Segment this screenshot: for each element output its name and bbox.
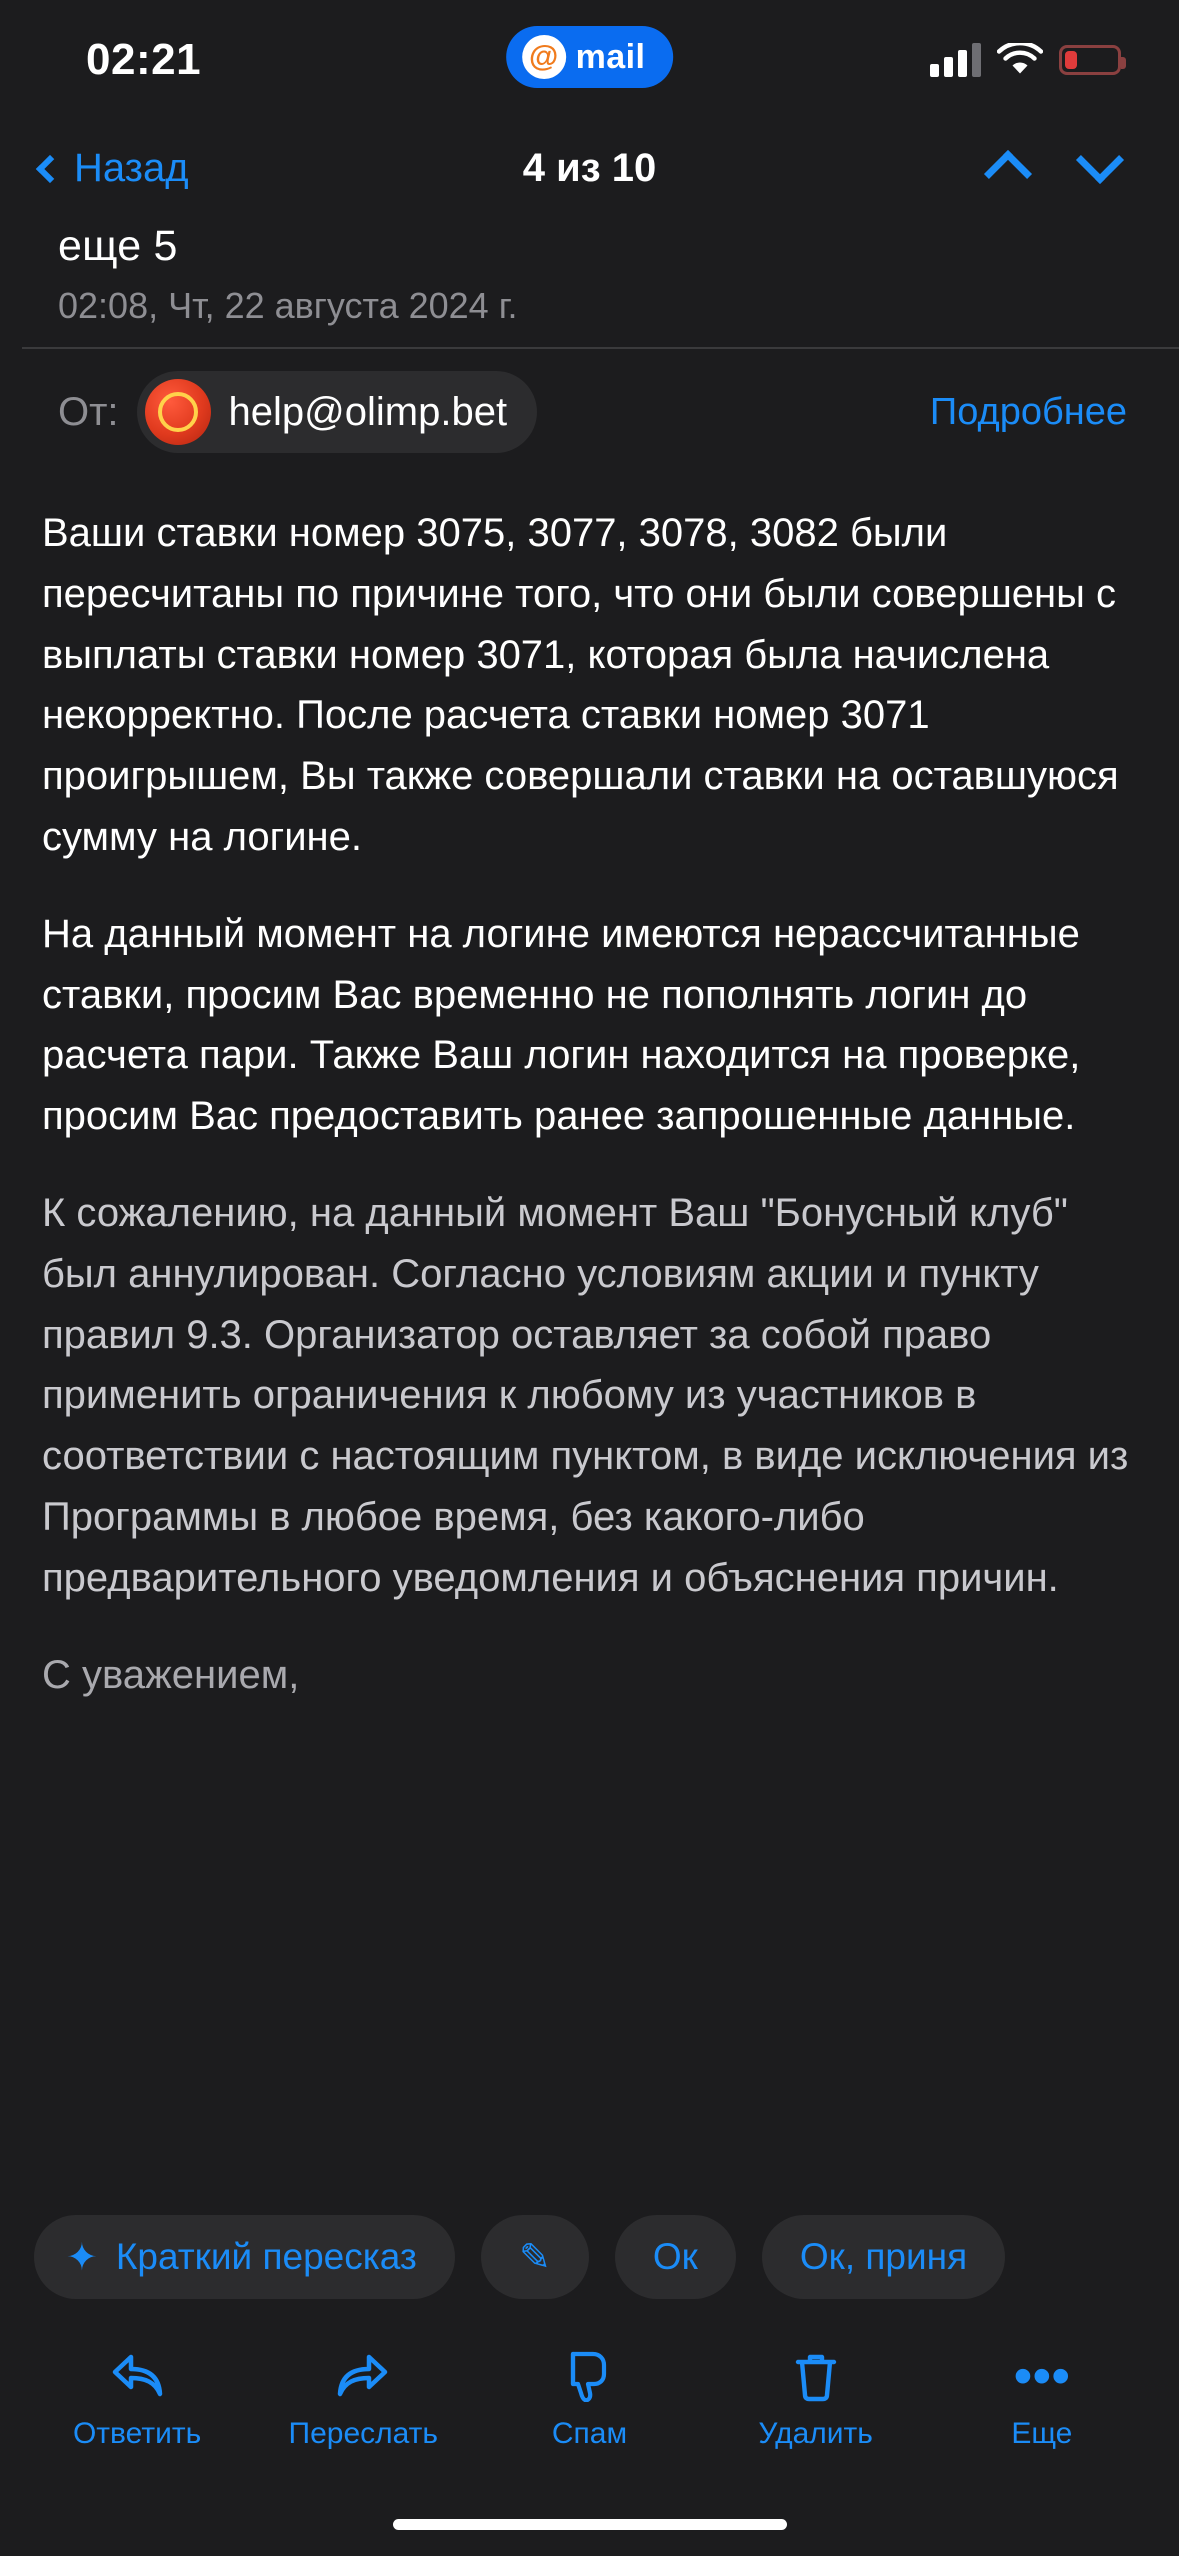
pencil-icon: ✎ <box>518 2236 551 2279</box>
spam-button[interactable] <box>489 2347 689 2451</box>
home-indicator[interactable] <box>393 2519 787 2530</box>
quick-reply-ok-label: Ок <box>652 2236 698 2277</box>
dynamic-island-mail-pill[interactable] <box>506 26 674 88</box>
forward-button[interactable] <box>263 2347 463 2451</box>
message-paragraph: Ваши ставки номер 3075, 3077, 3078, 3082 были пересчитаны по причине того, что они были совершены с выплаты ставки номер 3071, которая была начислена некорректно. После расчета ставки номер 3071 проигрышем, Вы также совершали ставки на оставшуюся сумму на логине. <box>42 511 1119 859</box>
message-paragraph: На данный момент на логине имеются нерассчитанные ставки, просим Вас временно не пополнять логин до расчета пари. Также Ваш логин находится на проверке, просим Вас предоставить ранее запрошенные данные. <box>42 911 1081 1139</box>
message-date: 02:08, Чт, 22 августа 2024 г. <box>58 285 518 326</box>
more-label: Еще <box>1011 2417 1073 2450</box>
navigation-bar <box>0 120 1179 216</box>
summary-chip[interactable] <box>34 2215 455 2299</box>
sender-email: help@olimp.bet <box>228 389 508 434</box>
thumbs-down-icon <box>564 2347 614 2405</box>
page-title: 4 из 10 <box>522 145 657 190</box>
message-signature: С уважением, <box>42 1652 300 1697</box>
bottom-toolbar <box>0 2316 1179 2482</box>
more-dots-icon: ••• <box>1013 2346 1071 2406</box>
sender-row <box>0 349 1179 475</box>
status-indicators <box>891 43 1121 77</box>
status-time: 02:21 <box>86 35 202 84</box>
forward-label: Переслать <box>288 2417 439 2450</box>
message-body <box>0 475 1179 1705</box>
wifi-icon <box>997 43 1043 77</box>
smart-reply-bar <box>0 2198 1179 2316</box>
details-link[interactable]: Подробнее <box>929 390 1127 433</box>
chevron-left-icon <box>36 155 64 183</box>
delete-label: Удалить <box>758 2417 873 2450</box>
back-button[interactable] <box>40 146 189 191</box>
summary-chip-label: Краткий пересказ <box>115 2236 417 2277</box>
chevron-down-icon[interactable] <box>1076 136 1124 184</box>
reply-button[interactable] <box>37 2347 237 2451</box>
reply-label: Ответить <box>72 2417 202 2450</box>
quick-reply-ok-chip[interactable] <box>615 2215 736 2299</box>
from-label: От: <box>58 389 119 434</box>
quick-reply-accept-chip[interactable] <box>762 2215 1005 2299</box>
message-paragraph: К сожалению, на данный момент Ваш "Бонусный клуб" был аннулирован. Согласно условиям акции и пункту правил 9.3. Организатор оставляет за собой право применить ограничения к любому из участников в соответствии с настоящим пунктом, в виде исключения из Программы в любое время, без какого-либо предварительного уведомления и объяснения причин. <box>42 1190 1129 1600</box>
mail-pill-label: mail <box>575 37 646 76</box>
at-icon: @ <box>522 35 566 79</box>
quick-reply-accept-label: Ок, приня <box>799 2236 968 2277</box>
reply-icon <box>109 2347 165 2405</box>
signal-bars-icon <box>930 43 981 77</box>
trash-icon <box>792 2347 840 2405</box>
sender-chip[interactable] <box>137 371 538 453</box>
status-bar <box>0 0 1179 120</box>
thread-more-count[interactable]: еще 5 <box>58 222 178 270</box>
thread-header <box>0 216 1179 327</box>
forward-icon <box>335 2347 391 2405</box>
avatar <box>145 379 211 445</box>
delete-button[interactable] <box>716 2347 916 2451</box>
chevron-up-icon[interactable] <box>984 150 1032 198</box>
spam-label: Спам <box>551 2417 628 2450</box>
compose-chip[interactable] <box>481 2215 589 2299</box>
more-button[interactable] <box>942 2347 1142 2451</box>
back-button-label: Назад <box>74 145 189 190</box>
battery-low-icon <box>1059 45 1121 75</box>
message-pager <box>991 145 1139 191</box>
sparkle-icon: ✦ <box>66 2236 98 2279</box>
